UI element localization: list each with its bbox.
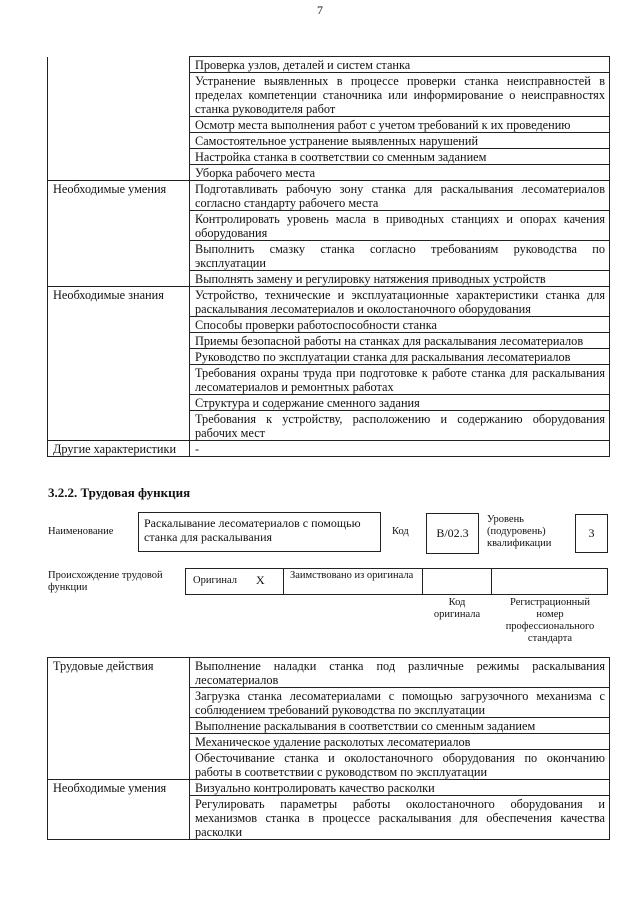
competency-table-bottom (47, 657, 610, 840)
description-cell: Самостоятельное устранение выявленных нарушений (190, 133, 610, 149)
description-cell: Настройка станка в соответствии со сменным заданием (190, 149, 610, 165)
code-caption: Код оригинала (433, 597, 481, 620)
category-cell: Необходимые умения (48, 780, 190, 840)
category-cell: Необходимые умения (48, 181, 190, 287)
code-label: Код (392, 526, 409, 537)
section-title: 3.2.2. Трудовая функция (48, 485, 191, 500)
description-cell: Проверка узлов, деталей и систем станка (190, 57, 610, 73)
reg-caption: Регистрационный номер профессионального стандарта (505, 597, 595, 644)
category-cell: Другие характеристики (48, 441, 190, 457)
divider (491, 568, 492, 594)
category-cell: Трудовые действия (48, 658, 190, 780)
original-mark: X (256, 573, 265, 587)
description-cell: Механическое удаление расколотых лесоматериалов (190, 734, 610, 750)
table-row (48, 658, 610, 688)
description-cell: Уборка рабочего места (190, 165, 610, 181)
description-cell: Загрузка станка лесоматериалами с помощью загрузочного механизма с соблюдением требований руководства по эксплуатации (190, 688, 610, 718)
description-cell: Выполнение раскалывания в соответствии со сменным заданием (190, 718, 610, 734)
description-cell: Руководство по эксплуатации станка для раскалывания лесоматериалов (190, 349, 610, 365)
description-cell: - (190, 441, 610, 457)
description-cell: Требования к устройству, расположению и содержанию оборудования рабочих мест (190, 411, 610, 441)
description-cell: Обесточивание станка и околостаночного оборудования по окончанию работы в соответствии с руководством по эксплуатации (190, 750, 610, 780)
borrowed-label: Заимствовано из оригинала (290, 570, 414, 581)
description-cell: Выполнить смазку станка согласно требованиям руководства по эксплуатации (190, 241, 610, 271)
description-cell: Визуально контролировать качество расколки (190, 780, 610, 796)
table-row (48, 780, 610, 796)
description-cell: Приемы безопасной работы на станках для раскалывания лесоматериалов (190, 333, 610, 349)
description-cell: Способы проверки работоспособности станка (190, 317, 610, 333)
level-label: Уровень (подуровень) квалификации (487, 514, 552, 549)
description-cell: Структура и содержание сменного задания (190, 395, 610, 411)
origin-label: Происхождение трудовой функции (48, 570, 163, 593)
function-code-value: В/02.3 (426, 513, 479, 554)
description-cell: Подготавливать рабочую зону станка для раскалывания лесоматериалов согласно стандарту рабочего места (190, 181, 610, 211)
table-row (48, 57, 610, 73)
description-cell: Требования охраны труда при подготовке к работе станка для раскалывания лесоматериалов и ремонтных работах (190, 365, 610, 395)
competency-table-top (47, 56, 610, 457)
page-number: 7 (317, 3, 323, 17)
divider (283, 568, 284, 594)
table-row (48, 181, 610, 211)
original-label: Оригинал (193, 575, 237, 586)
category-cell (48, 57, 190, 181)
level-value: 3 (575, 514, 608, 553)
table-row (48, 441, 610, 457)
category-cell: Необходимые знания (48, 287, 190, 441)
description-cell: Выполнять замену и регулировку натяжения приводных устройств (190, 271, 610, 287)
description-cell: Выполнение наладки станка под различные режимы раскалывания лесоматериалов (190, 658, 610, 688)
description-cell: Устройство, технические и эксплуатационные характеристики станка для раскалывания лесоматериалов и околостаночного оборудования (190, 287, 610, 317)
description-cell: Устранение выявленных в процессе проверки станка неисправностей в пределах компетенции станочника или информирование о неисправностях станка руководителя работ (190, 73, 610, 117)
description-cell: Контролировать уровень масла в приводных станциях и опорах качения оборудования (190, 211, 610, 241)
divider (422, 568, 423, 594)
description-cell: Регулировать параметры работы околостаночного оборудования и механизмов станка в процессе раскалывания для обеспечения качества расколки (190, 796, 610, 840)
table-row (48, 287, 610, 317)
description-cell: Осмотр места выполнения работ с учетом требований к их проведению (190, 117, 610, 133)
function-name-value: Раскалывание лесоматериалов с помощью станка для раскалывания (138, 512, 381, 552)
name-label: Наименование (48, 526, 114, 537)
